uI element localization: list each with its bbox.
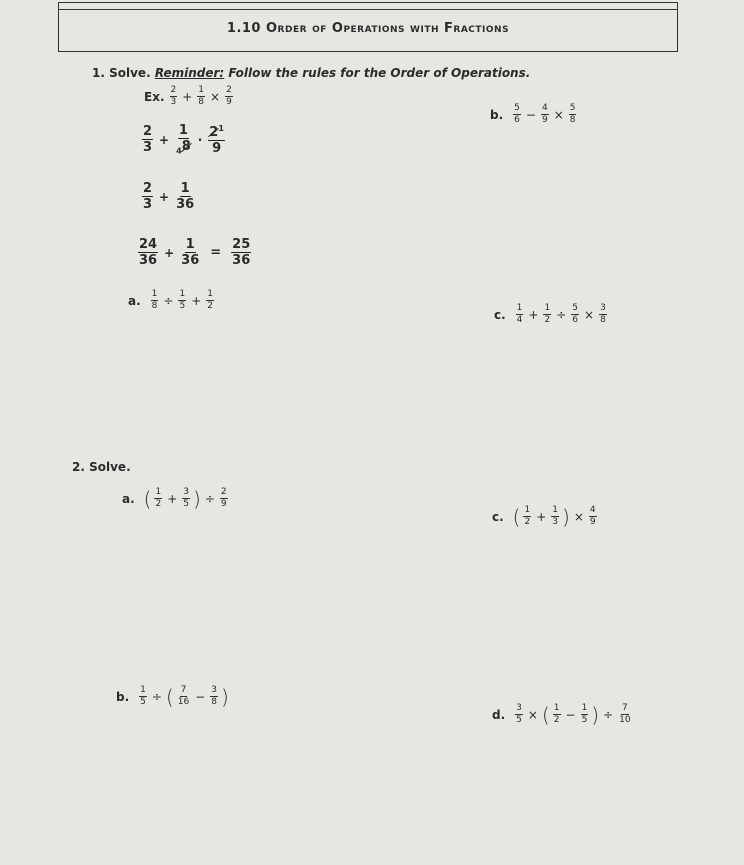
item-label: c. <box>494 307 506 322</box>
operator: × <box>527 707 538 722</box>
item-label: d. <box>492 707 506 722</box>
equals-sign: = <box>210 245 222 260</box>
fraction: $\frac{1}{2}$ <box>155 487 162 509</box>
fraction: $\frac{1}{36}$ <box>176 181 195 212</box>
fraction: $\frac{1}{5}$ <box>140 685 146 707</box>
q1-item-b <box>490 104 578 125</box>
left-paren: ( <box>512 504 521 529</box>
work-line-2 <box>138 182 199 211</box>
q1-item-c <box>494 304 609 325</box>
right-paren: ) <box>193 486 201 511</box>
operator: + <box>159 189 170 204</box>
fraction: $\frac{1}{8}$ <box>198 85 205 107</box>
fraction: $\frac{1}{2}$ <box>207 289 213 311</box>
q1-example <box>144 86 235 107</box>
example-label: Ex. <box>144 89 165 104</box>
fraction: $\frac{24}{36}$ <box>139 237 158 268</box>
left-paren: ( <box>143 486 152 511</box>
operator: + <box>536 509 547 524</box>
fraction: $\frac{1}{5}$ <box>179 289 186 311</box>
operator: + <box>191 293 202 308</box>
fraction: $\frac{1}{2}$ <box>524 505 531 527</box>
fraction: $\frac{5}{6}$ <box>572 303 578 325</box>
operator: · <box>197 132 203 147</box>
fraction: $\frac{3}{8}$ <box>211 685 218 707</box>
q2-item-d <box>492 704 634 725</box>
left-paren: ( <box>541 702 550 727</box>
q2-number: 2. <box>72 460 85 474</box>
q1-instruction: Follow the rules for the Order of Operations. <box>228 66 531 80</box>
item-label: c. <box>492 509 504 524</box>
fraction: $\frac{1}{8}$ <box>151 289 158 311</box>
q1-verb: Solve. <box>109 66 151 80</box>
fraction: $\frac{1}{3}$ <box>552 505 559 527</box>
q1-number: 1. <box>92 66 105 80</box>
operator: + <box>167 491 178 506</box>
item-label: b. <box>116 689 130 704</box>
fraction: $\frac{1}{4}$ <box>516 303 523 325</box>
fraction: $\frac{3}{5}$ <box>516 703 522 725</box>
q1-item-a <box>128 290 216 311</box>
q2-item-b <box>116 686 230 707</box>
q2-header <box>72 460 131 474</box>
operator: ÷ <box>163 293 174 308</box>
operator: ÷ <box>204 491 215 506</box>
fraction: $\frac{4}{9}$ <box>589 505 596 527</box>
operator: × <box>210 89 221 104</box>
operator: ÷ <box>603 707 614 722</box>
fraction: $\frac{2}{3}$ <box>170 85 177 107</box>
fraction: $\frac{2^1}{9}$ <box>209 123 224 156</box>
fraction: $\frac{1}{2}$ <box>553 703 560 725</box>
q2-verb: Solve. <box>89 460 131 474</box>
item-label: b. <box>490 107 504 122</box>
operator: − <box>195 689 206 704</box>
fraction: $\frac{25}{36}$ <box>232 237 251 268</box>
fraction: $\frac{2}{9}$ <box>226 85 232 107</box>
operator: − <box>565 707 576 722</box>
work-line-3 <box>134 238 255 267</box>
right-paren: ) <box>562 504 570 529</box>
title-top-rule <box>59 3 677 10</box>
operator: + <box>164 245 175 260</box>
fraction: $\frac{7}{16}$ <box>177 685 190 707</box>
q1-header <box>92 66 530 80</box>
fraction: $\frac{4}{9}$ <box>541 103 548 125</box>
operator: × <box>573 509 584 524</box>
operator: × <box>584 307 595 322</box>
operator: + <box>182 89 193 104</box>
operator: ÷ <box>556 307 567 322</box>
fraction: $\frac{2}{9}$ <box>220 487 227 509</box>
page-title: 1.10 Order of Operations with Fractions <box>226 21 510 36</box>
q1-reminder: Reminder: <box>154 66 225 80</box>
operator: + <box>159 132 170 147</box>
item-label: a. <box>122 491 135 506</box>
operator: ÷ <box>151 689 162 704</box>
fraction: $\frac{1}{_48}$ <box>176 123 191 156</box>
fraction: $\frac{2}{3}$ <box>143 181 153 212</box>
fraction: $\frac{5}{6}$ <box>514 103 520 125</box>
right-paren: ) <box>221 684 229 709</box>
fraction: $\frac{1}{5}$ <box>581 703 588 725</box>
operator: + <box>528 307 539 322</box>
right-paren: ) <box>591 702 600 727</box>
fraction: $\frac{2}{3}$ <box>143 124 153 156</box>
fraction: $\frac{3}{5}$ <box>183 487 189 509</box>
item-label: a. <box>128 293 141 308</box>
title-box <box>58 2 678 52</box>
fraction: $\frac{1}{36}$ <box>181 237 200 268</box>
q2-item-a <box>122 488 230 509</box>
work-line-1 <box>138 124 229 156</box>
fraction: $\frac{7}{10}$ <box>619 703 631 725</box>
fraction: $\frac{1}{2}$ <box>544 303 551 325</box>
operator: − <box>525 107 536 122</box>
operator: × <box>553 107 564 122</box>
left-paren: ( <box>165 684 174 709</box>
fraction: $\frac{5}{8}$ <box>569 103 576 125</box>
q2-item-c <box>492 506 599 527</box>
fraction: $\frac{3}{8}$ <box>600 303 606 325</box>
